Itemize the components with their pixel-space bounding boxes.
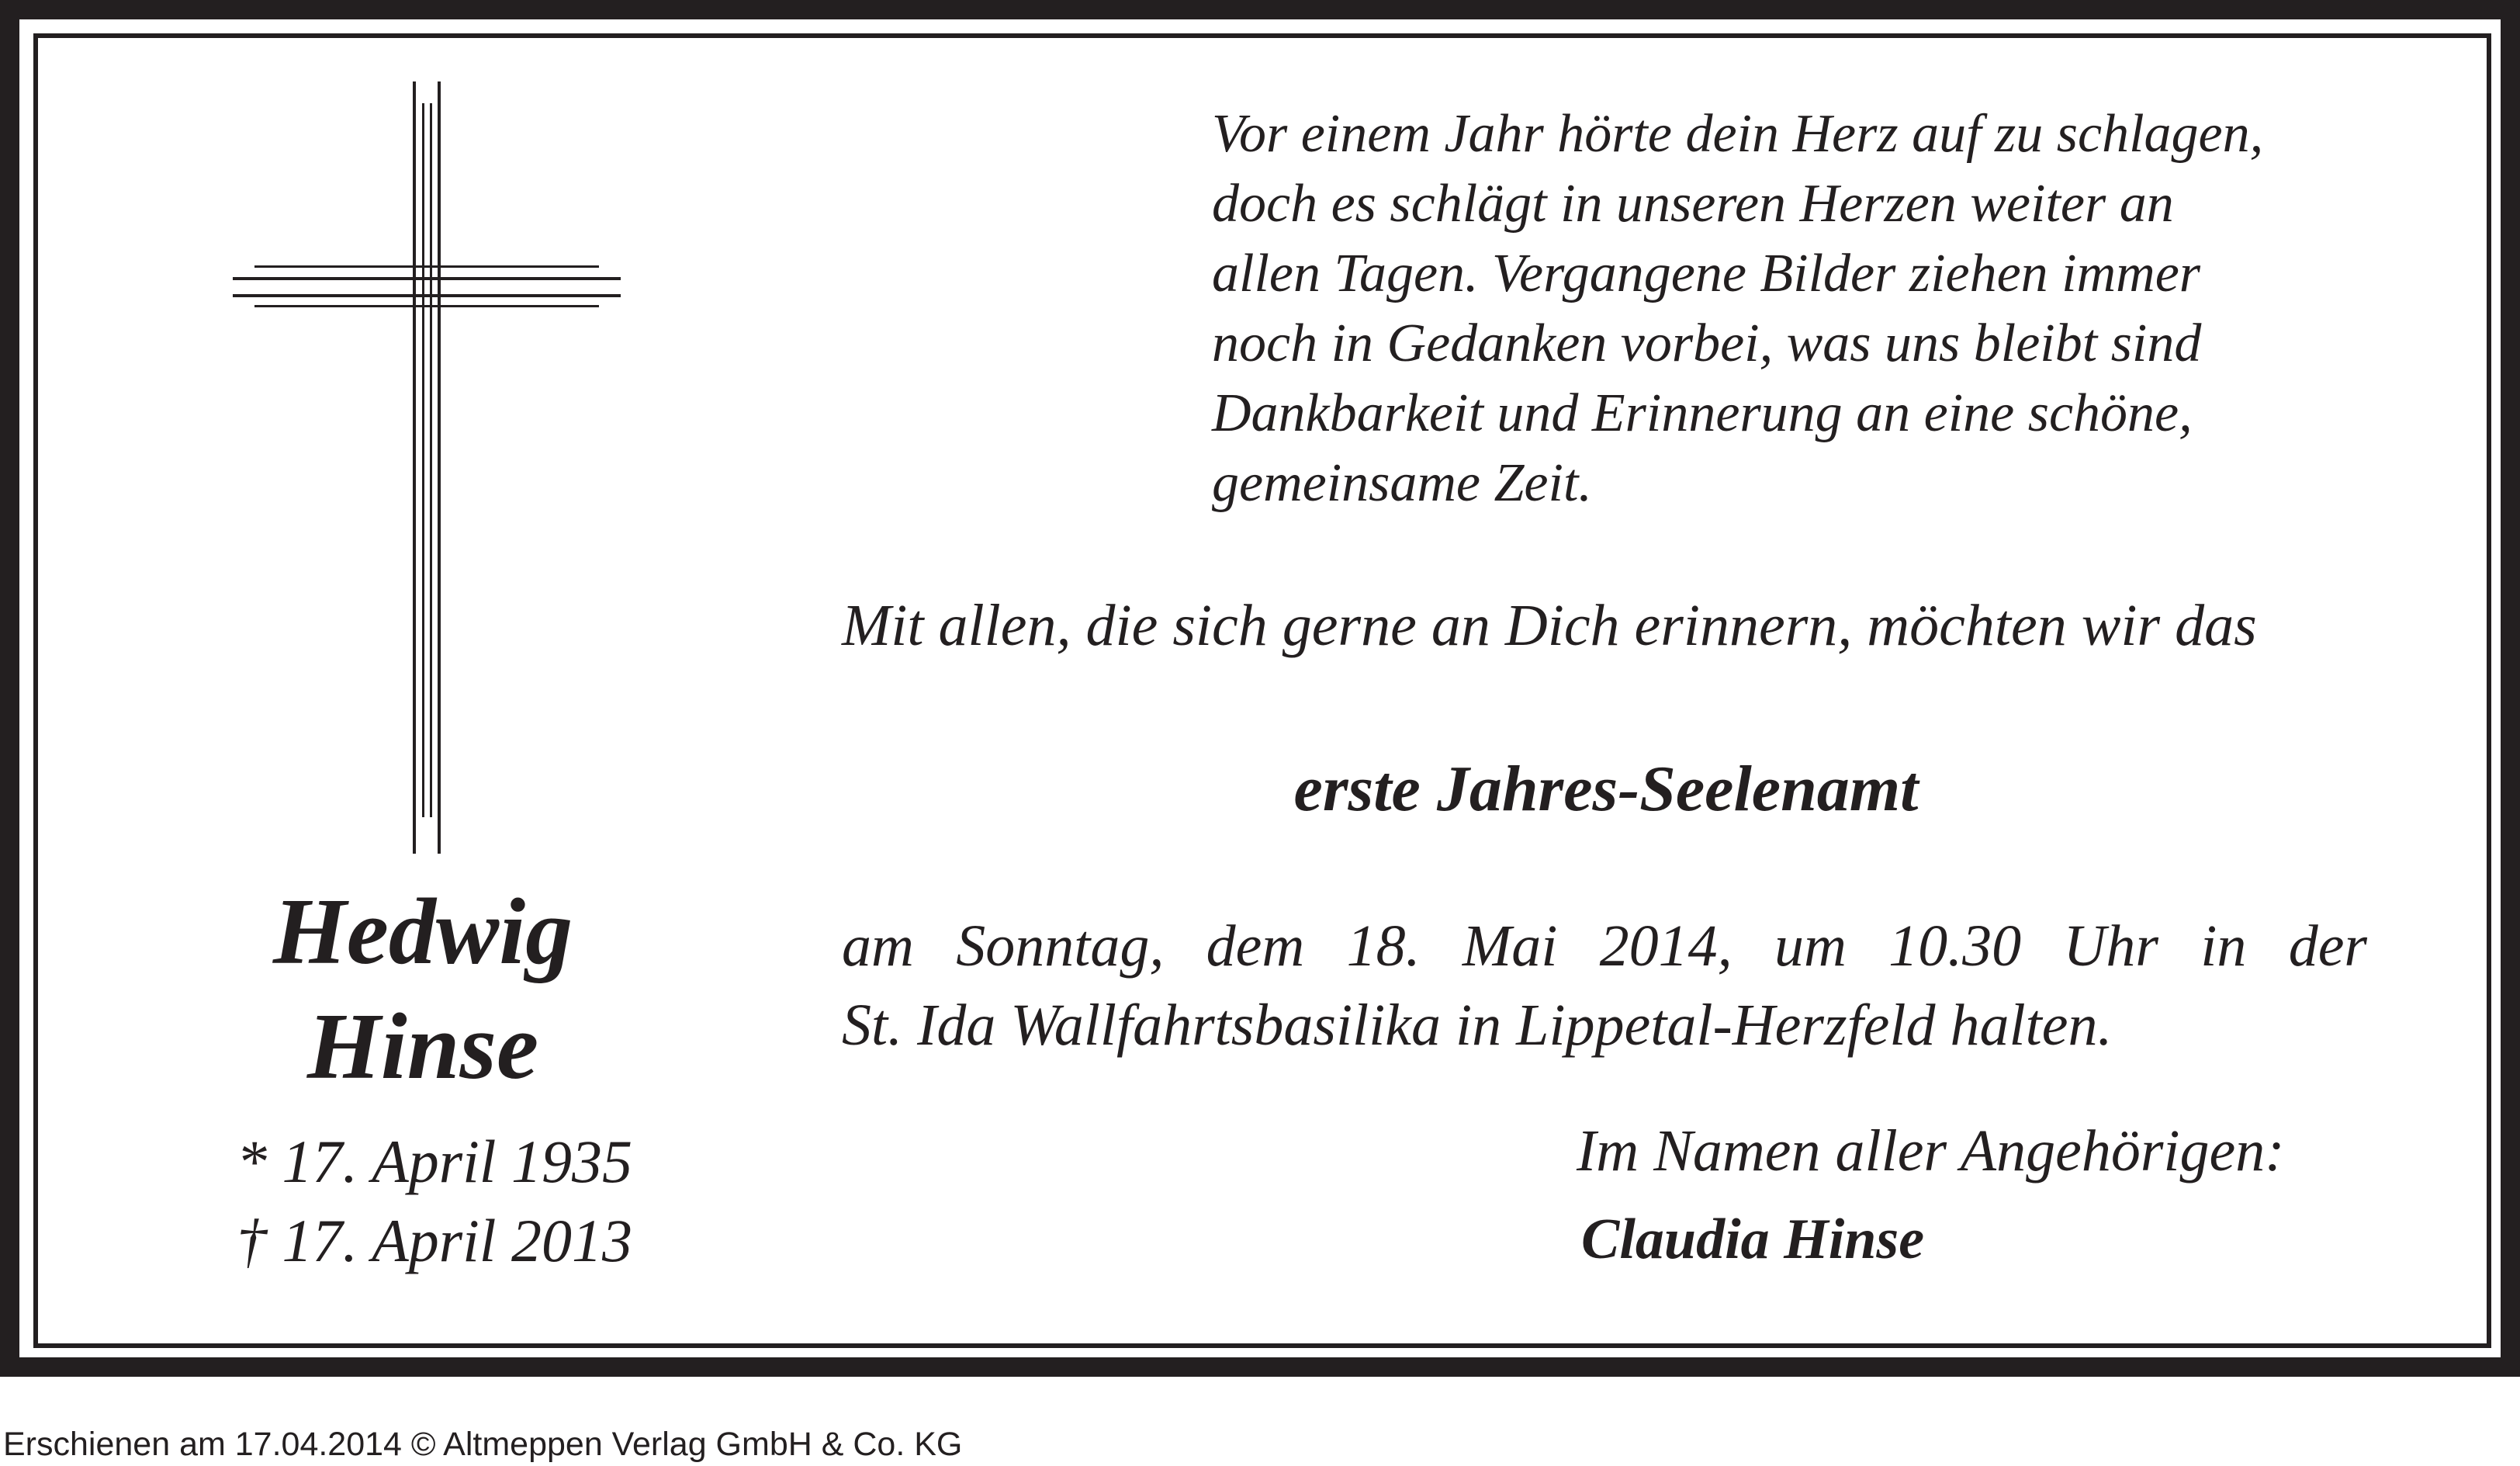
- deceased-last-name: Hinse: [306, 994, 539, 1099]
- event-location: St. Ida Wallfahrtsbasilika in Lippetal-Herzfeld halten.: [842, 993, 2113, 1058]
- poem-line: gemeinsame Zeit.: [1212, 453, 1592, 513]
- poem-line: noch in Gedanken vorbei, was uns bleibt sind: [1212, 314, 2202, 373]
- invitation-intro: Mit allen, die sich gerne an Dich erinnern, möchten wir das: [842, 593, 2257, 658]
- event-details: [842, 906, 2367, 1065]
- poem-line: allen Tagen. Vergangene Bilder ziehen immer: [1212, 244, 2201, 303]
- event-date-time: am Sonntag, dem 18. Mai 2014, um 10.30 Uhr in der: [842, 913, 2367, 979]
- christian-cross-icon: [233, 81, 621, 854]
- poem-line: Dankbarkeit und Erinnerung an eine schöne,: [1212, 383, 2193, 443]
- death-date: † 17. April 2013: [237, 1207, 632, 1274]
- birth-date: * 17. April 1935: [237, 1128, 632, 1195]
- signature: Claudia Hinse: [1581, 1208, 1925, 1271]
- poem-line: doch es schlägt in unseren Herzen weiter an: [1212, 174, 2174, 234]
- event-title: erste Jahres-Seelenamt: [1293, 753, 1919, 825]
- publication-footer: Erschienen am 17.04.2014 © Altmeppen Verlag GmbH & Co. KG: [3, 1426, 963, 1463]
- memorial-poem: [1212, 99, 2376, 518]
- poem-line: Vor einem Jahr hörte dein Herz auf zu schlagen,: [1212, 104, 2264, 164]
- deceased-first-name: Hedwig: [272, 879, 573, 984]
- closing-line: Im Namen aller Angehörigen:: [1577, 1118, 2285, 1184]
